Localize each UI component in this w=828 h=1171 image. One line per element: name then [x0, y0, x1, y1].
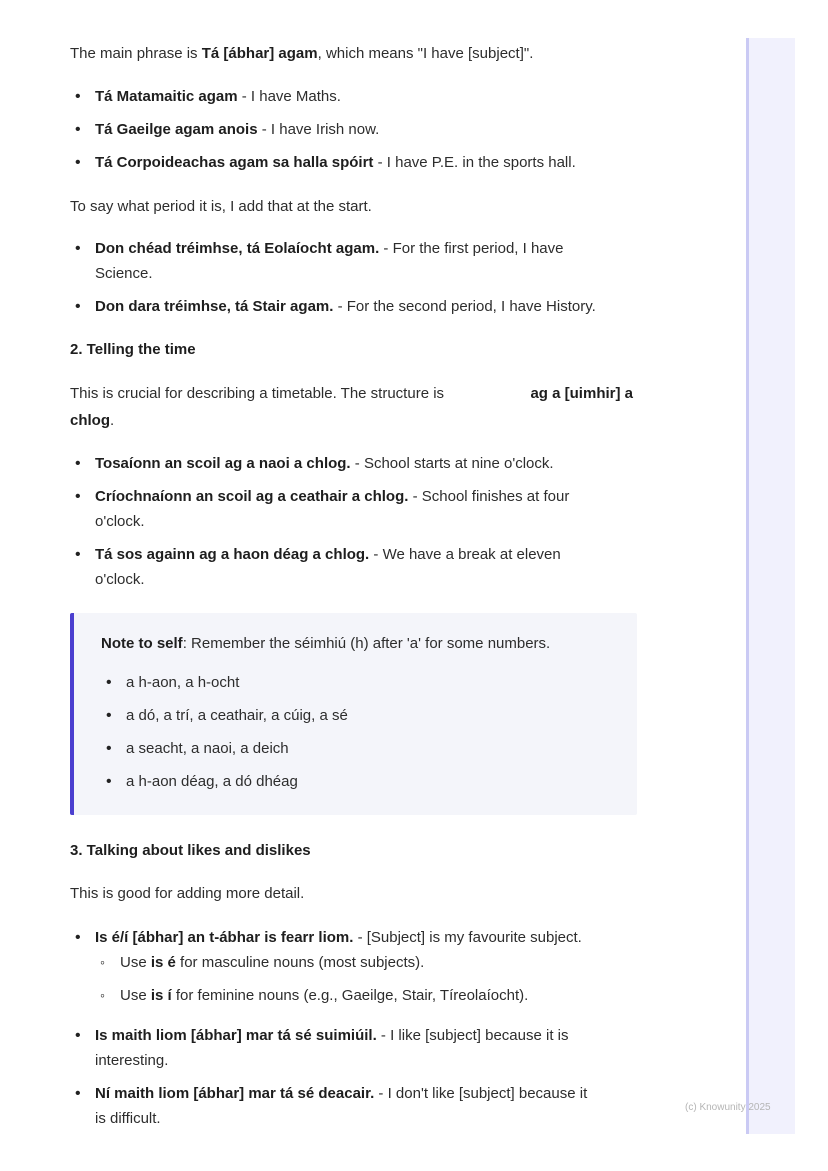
list-item: • Críochnaíonn an scoil ag a ceathair a chlog. - School finishes at four o'clock.	[70, 484, 635, 534]
note-item: • a seacht, a naoi, a deich	[101, 736, 621, 761]
note-item: • a h-aon, a h-ocht	[101, 670, 621, 695]
likes-list	[70, 925, 635, 1131]
period-list	[70, 236, 635, 319]
likes-paragraph: This is good for adding more detail.	[70, 885, 305, 902]
list-item: • Is maith liom [ábhar] mar tá sé suimiúil. - I like [subject] because it is interesting.	[70, 1023, 635, 1073]
list-item: • Don chéad tréimhse, tá Eolaíocht agam. - For the first period, I have Science.	[70, 236, 635, 286]
note-callout	[70, 613, 637, 815]
list-item: • Tá Corpoideachas agam sa halla spóirt - I have P.E. in the sports hall.	[70, 150, 635, 175]
intro-paragraph: The main phrase is Tá [ábhar] agam, which means "I have [subject]".	[70, 45, 534, 62]
section-heading-time: 2. Telling the time	[70, 341, 196, 358]
list-item: • Tá Gaeilge agam anois - I have Irish now.	[70, 117, 635, 142]
note-text: Note to self: Remember the séimhiú (h) after 'a' for some numbers.	[101, 635, 551, 652]
period-paragraph: To say what period it is, I add that at the start.	[70, 198, 372, 215]
right-sidebar	[746, 38, 795, 1134]
list-item: • Ní maith liom [ábhar] mar tá sé deacair. - I don't like [subject] because it is difficult.	[70, 1081, 635, 1131]
sub-list-item: ◦ Use is í for feminine nouns (e.g., Gaeilge, Stair, Tíreolaíocht).	[70, 983, 635, 1008]
copyright-footer: (c) Knowunity 2025	[685, 1102, 771, 1113]
section-heading-likes: 3. Talking about likes and dislikes	[70, 842, 311, 859]
time-paragraph: This is crucial for describing a timetable. The structure is ag a [uimhir] a chlog.	[70, 385, 633, 429]
note-item: • a dó, a trí, a ceathair, a cúig, a sé	[101, 703, 621, 728]
main-phrase: Tá [ábhar] agam	[201, 45, 318, 62]
list-item: • Tosaíonn an scoil ag a naoi a chlog. - School starts at nine o'clock.	[70, 451, 635, 476]
phrase-list	[70, 84, 635, 175]
sub-list-item: ◦ Use is é for masculine nouns (most subjects).	[70, 950, 635, 975]
list-item: • Tá sos againn ag a haon déag a chlog. - We have a break at eleven o'clock.	[70, 542, 635, 592]
list-item: • Tá Matamaitic agam - I have Maths.	[70, 84, 635, 109]
list-item: • Don dara tréimhse, tá Stair agam. - For the second period, I have History.	[70, 294, 635, 319]
note-label: Note to self	[101, 635, 183, 652]
note-item: • a h-aon déag, a dó dhéag	[101, 769, 621, 794]
list-item: • Is é/í [ábhar] an t-ábhar is fearr liom. - [Subject] is my favourite subject.	[70, 925, 635, 950]
time-list	[70, 451, 635, 592]
note-list	[101, 670, 621, 794]
